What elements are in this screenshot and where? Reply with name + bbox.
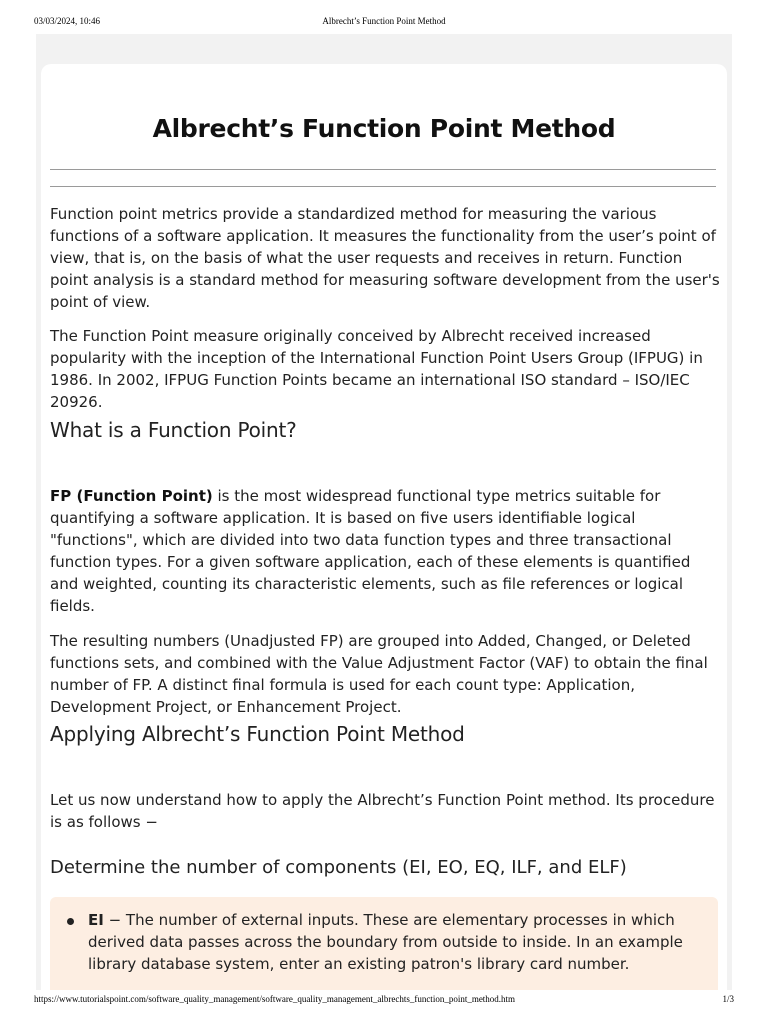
applying-paragraph: Let us now understand how to apply the Albrecht’s Function Point method. Its procedure is as follows − (50, 791, 715, 831)
list-item (88, 909, 688, 975)
bullet-dot-icon (67, 918, 74, 925)
article-title: Albrecht’s Function Point Method (152, 114, 616, 143)
print-page-number: 1/3 (722, 994, 734, 1004)
print-footer (0, 994, 768, 1008)
print-datetime: 03/03/2024, 10:46 (34, 16, 101, 26)
page-background (36, 34, 732, 990)
components-note-box (50, 897, 718, 990)
bullet-text: − The number of external inputs. These are elementary processes in which derived data passes across the boundary from outside to inside. In an example library database system, enter an existing patron's library card number. (88, 911, 683, 973)
function-point-paragraph-1 (50, 485, 720, 617)
print-header (0, 16, 768, 30)
fp-definition: is the most widespread functional type metrics suitable for quantifying a software application. It is based on five users identifiable logical "functions", which are divided into two data function types and three transactional function types. For a given software application, each of these elements is quantified and weighted, counting its characteristic elements, such as file references or logical fields. (50, 487, 691, 615)
print-doc-title: Albrecht’s Function Point Method (322, 16, 446, 26)
print-url: https://www.tutorialspoint.com/software_quality_management/software_quality_management_albrechts_function_point_method.htm (34, 994, 516, 1004)
title-divider-bottom (50, 186, 716, 187)
section-heading-function-point: What is a Function Point? (50, 418, 297, 442)
intro-paragraph-2: The Function Point measure originally conceived by Albrecht received increased popularity with the inception of the International Function Point Users Group (IFPUG) in 1986. In 2002, IFPUG Function Points became an international ISO standard – ISO/IEC 20926. (50, 327, 703, 411)
fp-term: FP (Function Point) (50, 487, 213, 505)
section-heading-applying: Applying Albrecht’s Function Point Method (50, 722, 465, 746)
function-point-paragraph-2: The resulting numbers (Unadjusted FP) are grouped into Added, Changed, or Deleted functions sets, and combined with the Value Adjustment Factor (VAF) to obtain the final number of FP. A distinct final formula is used for each count type: Application, Development Project, or Enhancement Project. (50, 632, 708, 716)
article-card (41, 64, 727, 990)
bullet-term: EI (88, 911, 104, 929)
intro-paragraph-1: Function point metrics provide a standardized method for measuring the various functions of a software application. It measures the functionality from the user’s point of view, that is, on the basis of what the user requests and receives in return. Function point analysis is a standard method for measuring software development from the user's point of view. (50, 205, 720, 311)
title-divider-top (50, 169, 716, 170)
components-subheading: Determine the number of components (EI, EO, EQ, ILF, and ELF) (50, 857, 627, 878)
